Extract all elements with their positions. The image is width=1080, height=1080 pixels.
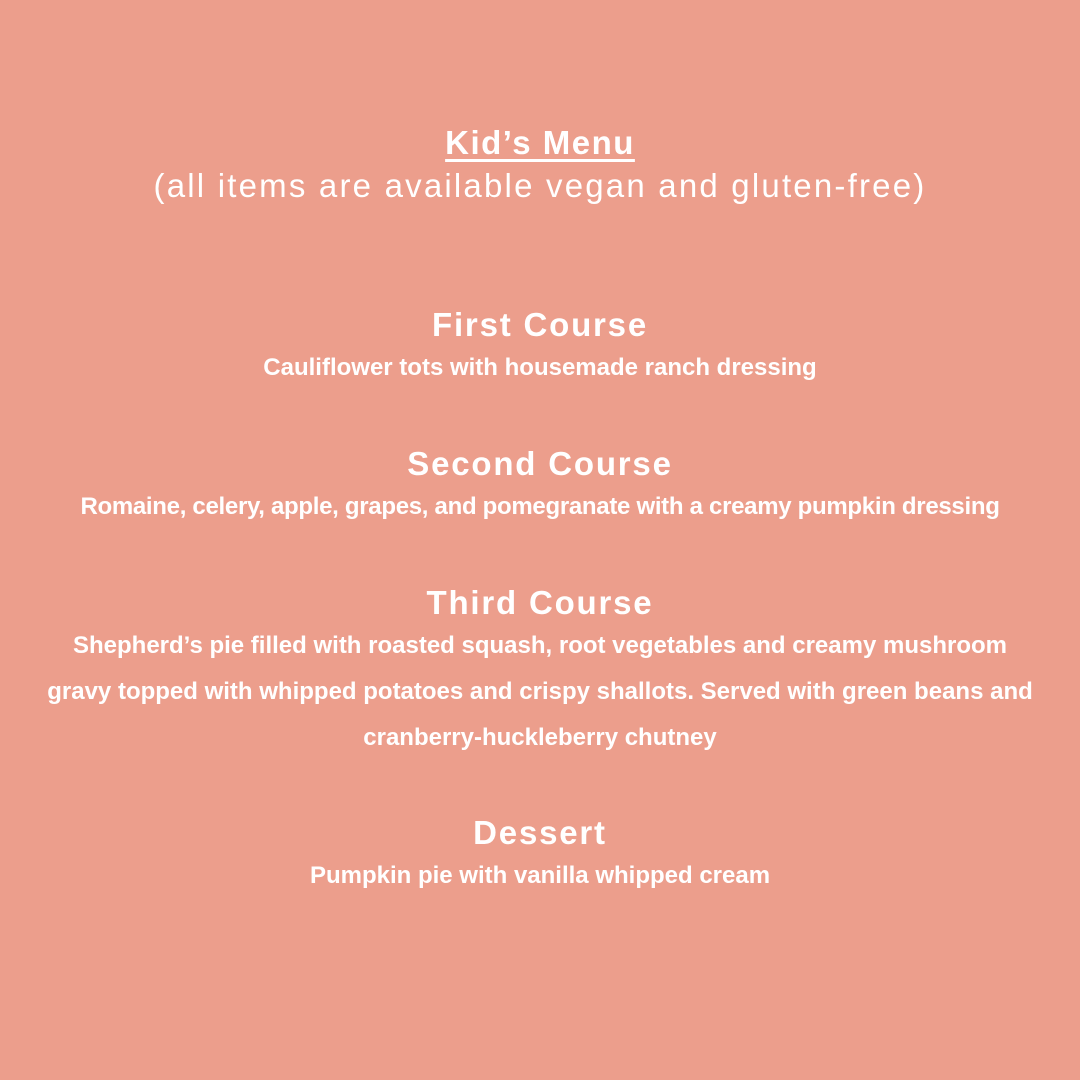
course-description: Romaine, celery, apple, grapes, and pomegranate with a creamy pumpkin dressing	[80, 493, 1000, 520]
course-second	[0, 444, 1080, 530]
course-description: Pumpkin pie with vanilla whipped cream	[309, 862, 771, 889]
course-heading: Dessert	[473, 814, 607, 851]
course-dessert	[0, 813, 1080, 899]
menu-header	[0, 122, 1080, 208]
course-first	[0, 305, 1080, 391]
course-description: Cauliflower tots with housemade ranch dressing	[263, 354, 817, 381]
menu-title: Kid’s Menu	[445, 124, 635, 161]
course-third	[0, 583, 1080, 761]
menu-subtitle: (all items are available vegan and gluten-free)	[153, 167, 927, 204]
course-heading: Third Course	[426, 584, 654, 621]
course-description: Shepherd’s pie filled with roasted squash, root vegetables and creamy mushroom gravy topped with whipped potatoes and crispy shallots. Served with green beans and cranberry-huckleberry chutney	[47, 632, 1033, 751]
course-heading: Second Course	[407, 445, 673, 482]
course-heading: First Course	[432, 306, 648, 343]
